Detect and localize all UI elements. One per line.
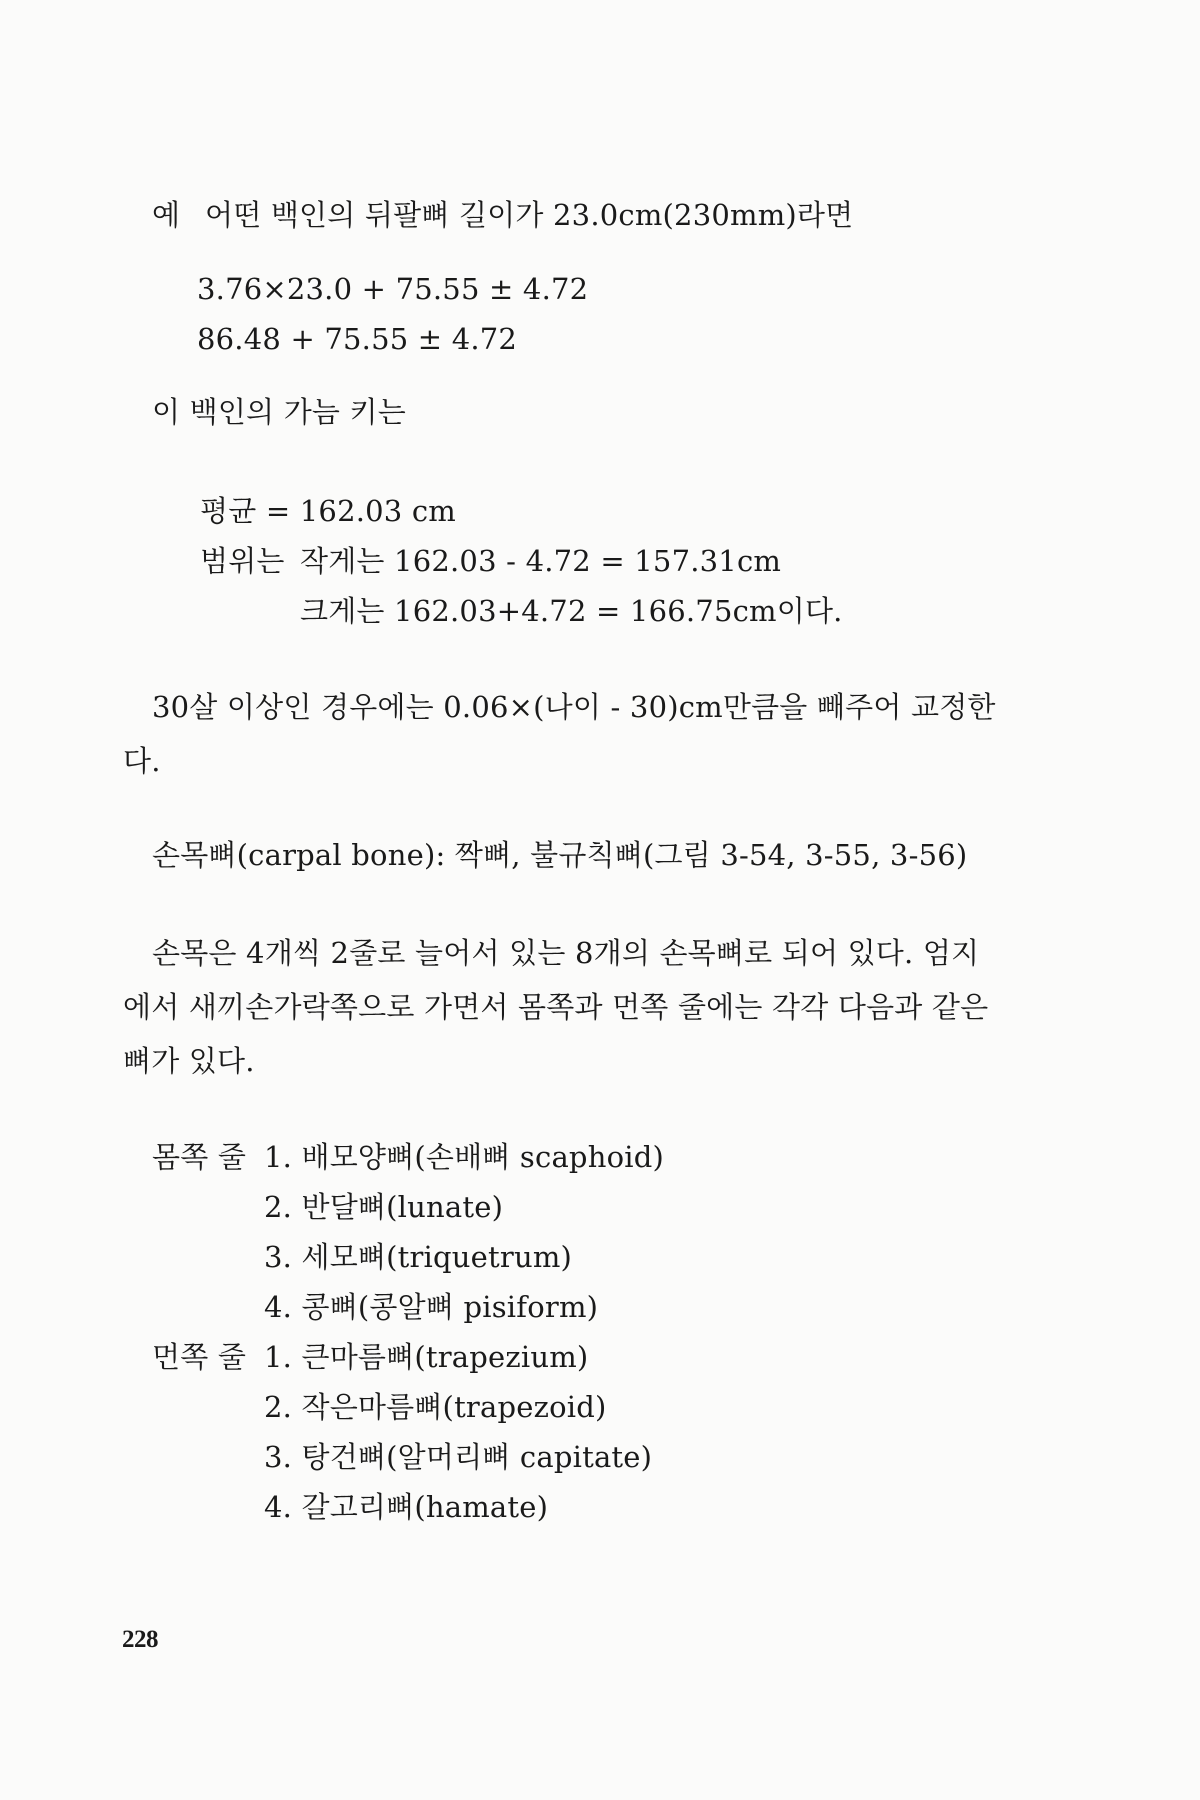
proximal-item-4: 4. 콩뼈(콩알뼈 pisiform): [264, 1290, 599, 1324]
range-large: 크게는 162.03+4.72 = 166.75cm이다.: [300, 594, 843, 628]
proximal-row-label: 몸쪽 줄: [152, 1140, 247, 1174]
distal-item-2: 2. 작은마름뼈(trapezoid): [264, 1390, 607, 1424]
carpal-paragraph-line-3: 뼈가 있다.: [123, 1044, 255, 1078]
carpal-paragraph-line-2: 에서 새끼손가락쪽으로 가면서 몸쪽과 먼쪽 줄에는 각각 다음과 같은: [123, 990, 989, 1024]
proximal-item-2: 2. 반달뼈(lunate): [264, 1190, 504, 1224]
formula-line-1: 3.76×23.0 + 75.55 ± 4.72: [197, 272, 589, 306]
range-label: 범위는: [200, 544, 285, 578]
carpal-paragraph-line-1: 손목은 4개씩 2줄로 늘어서 있는 8개의 손목뼈로 되어 있다. 엄지: [152, 936, 980, 970]
proximal-item-3: 3. 세모뼈(triquetrum): [264, 1240, 573, 1274]
carpal-heading: 손목뼈(carpal bone): 짝뼈, 불규칙뼈(그림 3-54, 3-55, 3-56): [152, 838, 968, 872]
distal-item-3: 3. 탕건뼈(알머리뼈 capitate): [264, 1440, 653, 1474]
example-text: 어떤 백인의 뒤팔뼈 길이가 23.0cm(230mm)라면: [205, 198, 854, 232]
distal-row-label: 먼쪽 줄: [152, 1340, 247, 1374]
correction-line-2: 다.: [123, 744, 161, 778]
example-label: 예: [152, 198, 181, 232]
formula-line-2: 86.48 + 75.55 ± 4.72: [197, 322, 518, 356]
correction-line-1: 30살 이상인 경우에는 0.06×(나이 - 30)cm만큼을 빼주어 교정한: [152, 690, 996, 724]
distal-item-4: 4. 갈고리뼈(hamate): [264, 1490, 549, 1524]
distal-item-1: 1. 큰마름뼈(trapezium): [264, 1340, 589, 1374]
mean-result: 평균 = 162.03 cm: [200, 494, 456, 528]
height-heading: 이 백인의 가늠 키는: [152, 395, 406, 429]
proximal-item-1: 1. 배모양뼈(손배뼈 scaphoid): [264, 1140, 664, 1174]
range-small: 작게는 162.03 - 4.72 = 157.31cm: [300, 544, 782, 578]
page-number: 228: [122, 1626, 158, 1653]
